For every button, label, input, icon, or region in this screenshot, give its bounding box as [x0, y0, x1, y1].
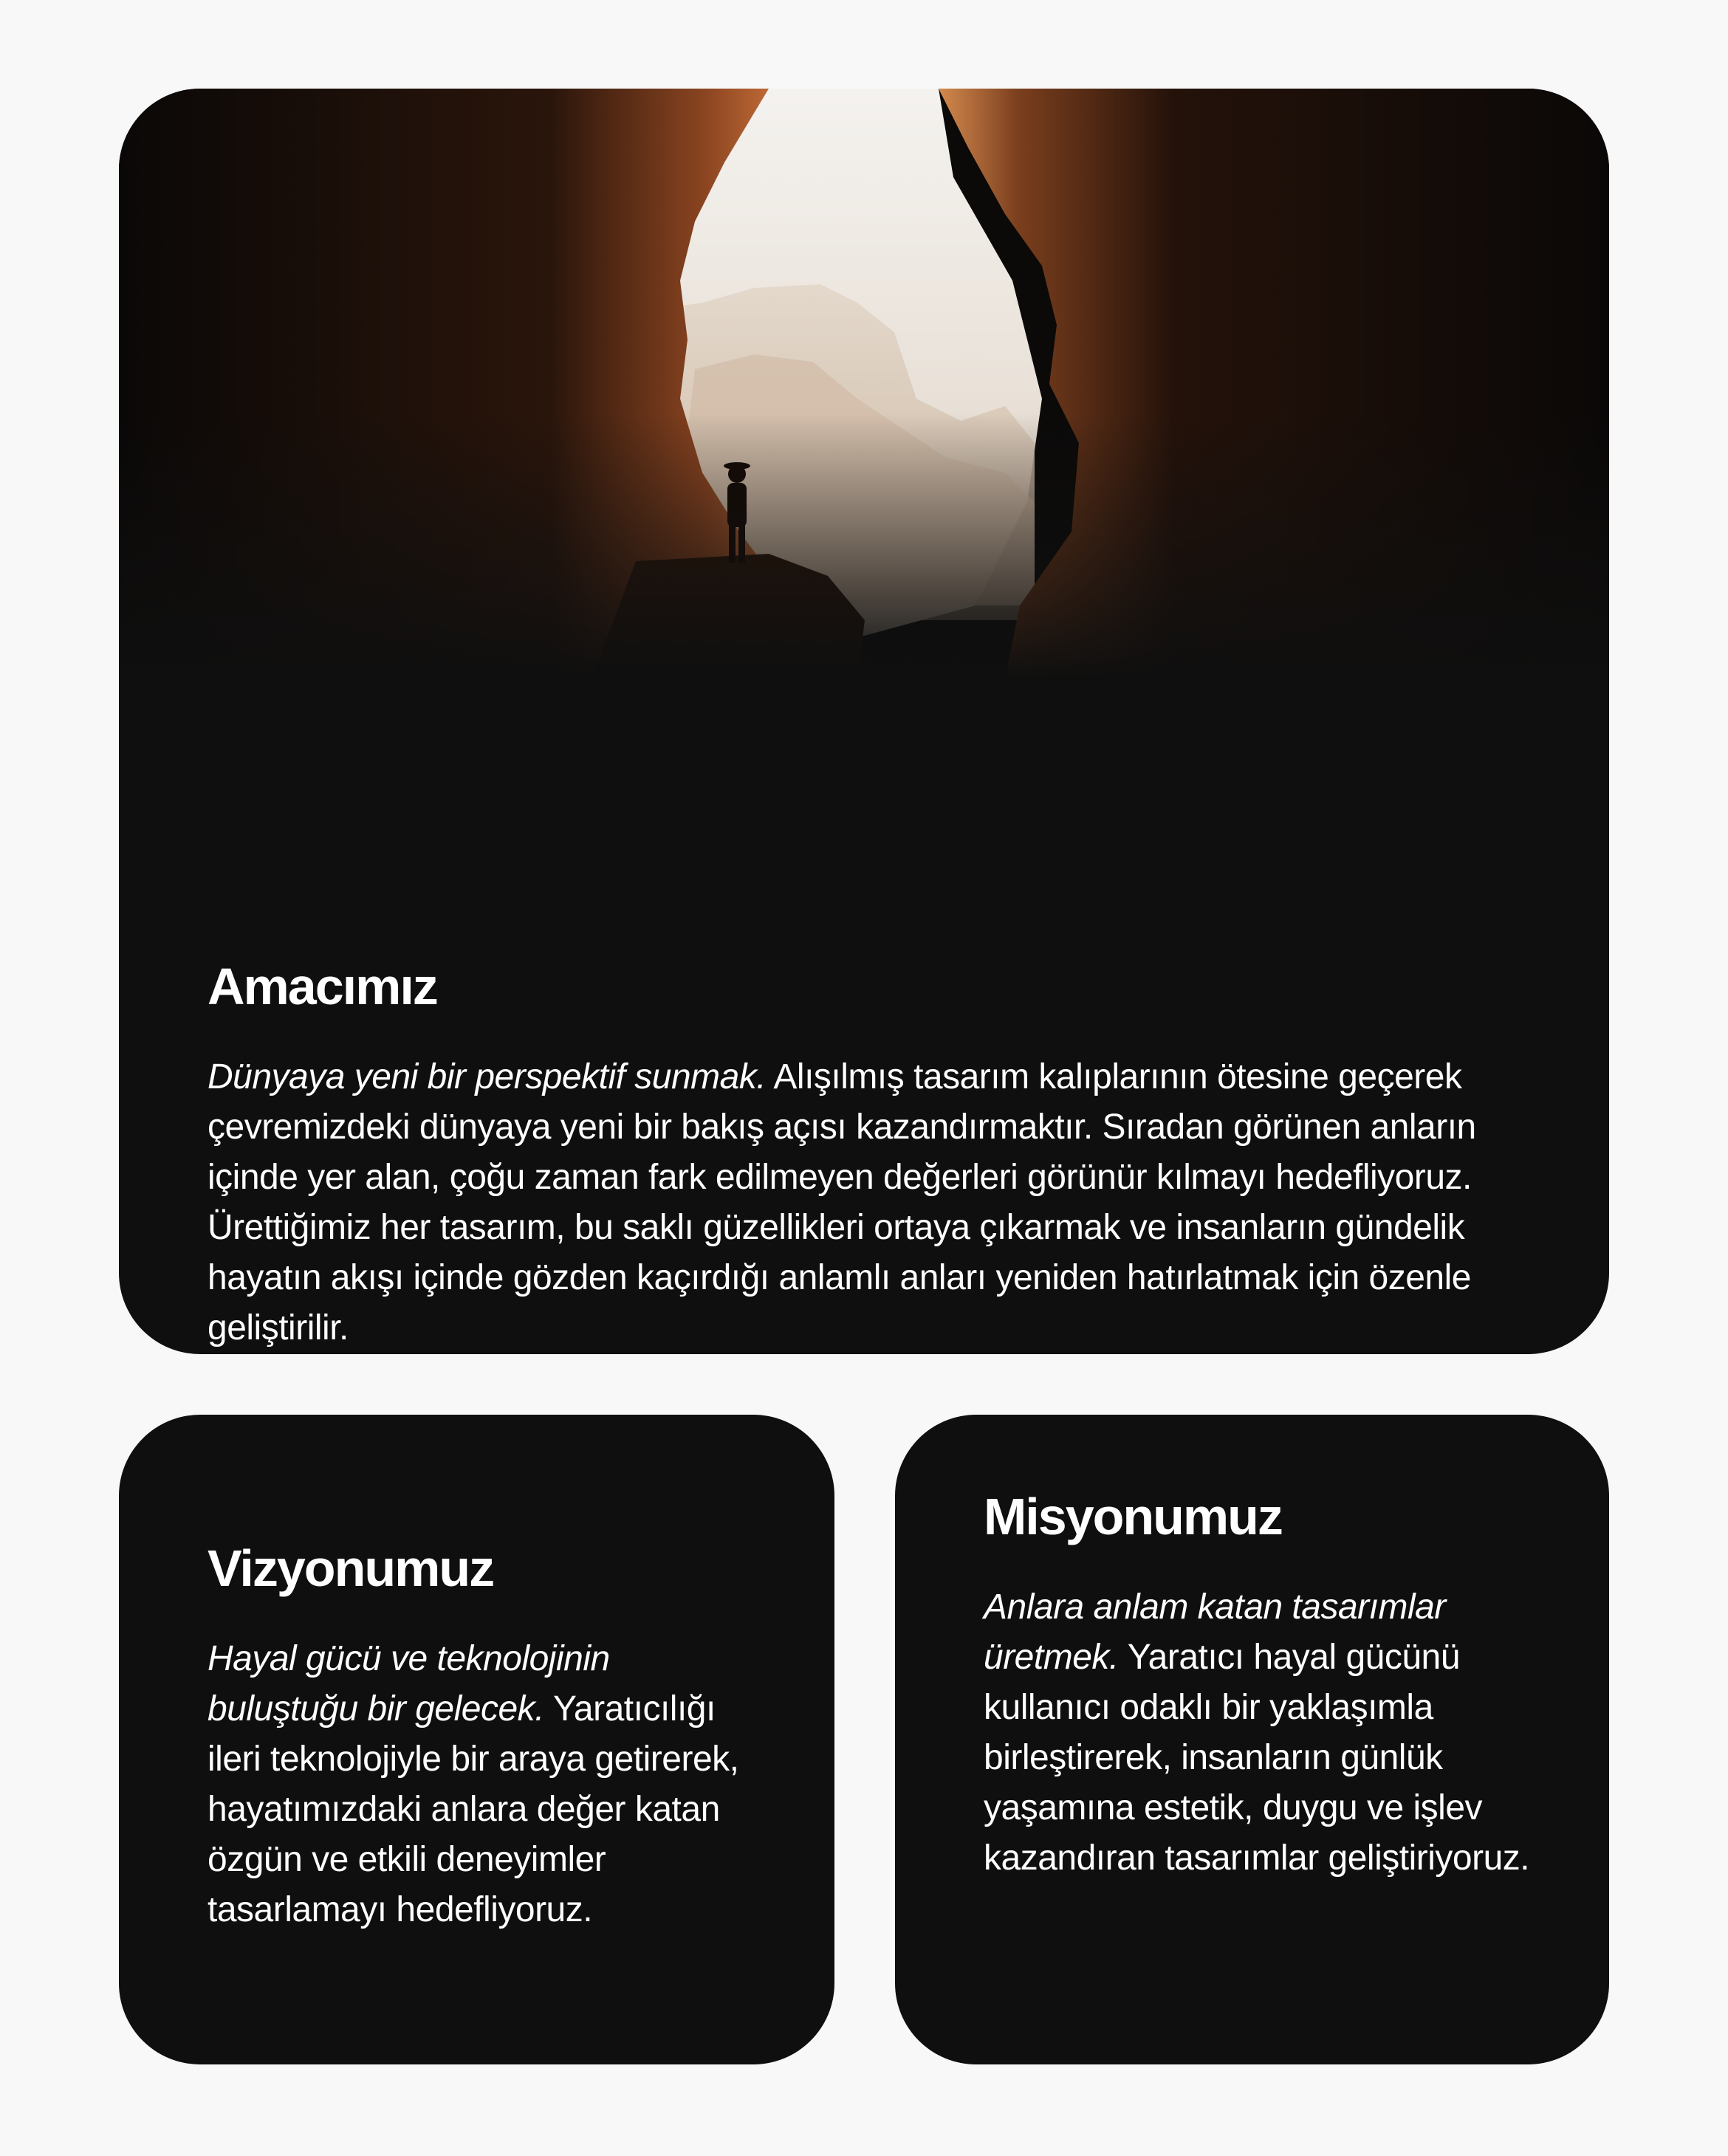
vision-content	[208, 1540, 761, 1935]
purpose-text: Alışılmış tasarım kalıplarının ötesine geçerek çevremizdeki dünyaya yeni bir bakış açısı kazandırmaktır. Sıradan görünen anların içinde yer alan, çoğu zaman fark edilmeyen değerleri görünür kılmayı hedefliyoruz. Ürettiğimiz her tasarım, bu saklı güzellikleri ortaya çıkarmak ve insanların gündelik hayatın akışı içinde gözden kaçırdığı anlamlı anları yeniden hatırlatmak için özenle geliştirilir.	[208, 1057, 1476, 1348]
mission-content	[984, 1489, 1535, 1884]
mission-description	[984, 1582, 1535, 1884]
purpose-lead: Dünyaya yeni bir perspektif sunmak.	[208, 1057, 767, 1096]
vision-card	[119, 1415, 834, 2064]
vision-description	[208, 1634, 761, 1935]
mission-card	[895, 1415, 1609, 2064]
vision-lead: Hayal gücü ve teknolojinin buluştuğu bir gelecek.	[208, 1639, 610, 1728]
mission-title: Misyonumuz	[984, 1488, 1282, 1545]
purpose-title: Amacımız	[208, 958, 437, 1015]
purpose-content	[208, 958, 1528, 1353]
cave-hero-image	[119, 89, 1609, 679]
mission-text: Yaratıcı hayal gücünü kullanıcı odaklı bir yaklaşımla birleştirerek, insanların günlük yaşamına estetik, duygu ve işlev kazandıran tasarımlar geliştiriyoruz.	[984, 1638, 1530, 1878]
purpose-card	[119, 89, 1609, 1354]
vision-text: Yaratıcılığı ileri teknolojiyle bir araya getirerek, hayatımızdaki anlara değer katan özgün ve etkili deneyimler tasarlamayı hedefliyoruz.	[208, 1689, 739, 1929]
mission-lead: Anlara anlam katan tasarımlar üretmek.	[984, 1587, 1446, 1677]
purpose-description	[208, 1052, 1528, 1353]
vision-title: Vizyonumuz	[208, 1539, 494, 1597]
cave-illustration	[119, 89, 1609, 679]
